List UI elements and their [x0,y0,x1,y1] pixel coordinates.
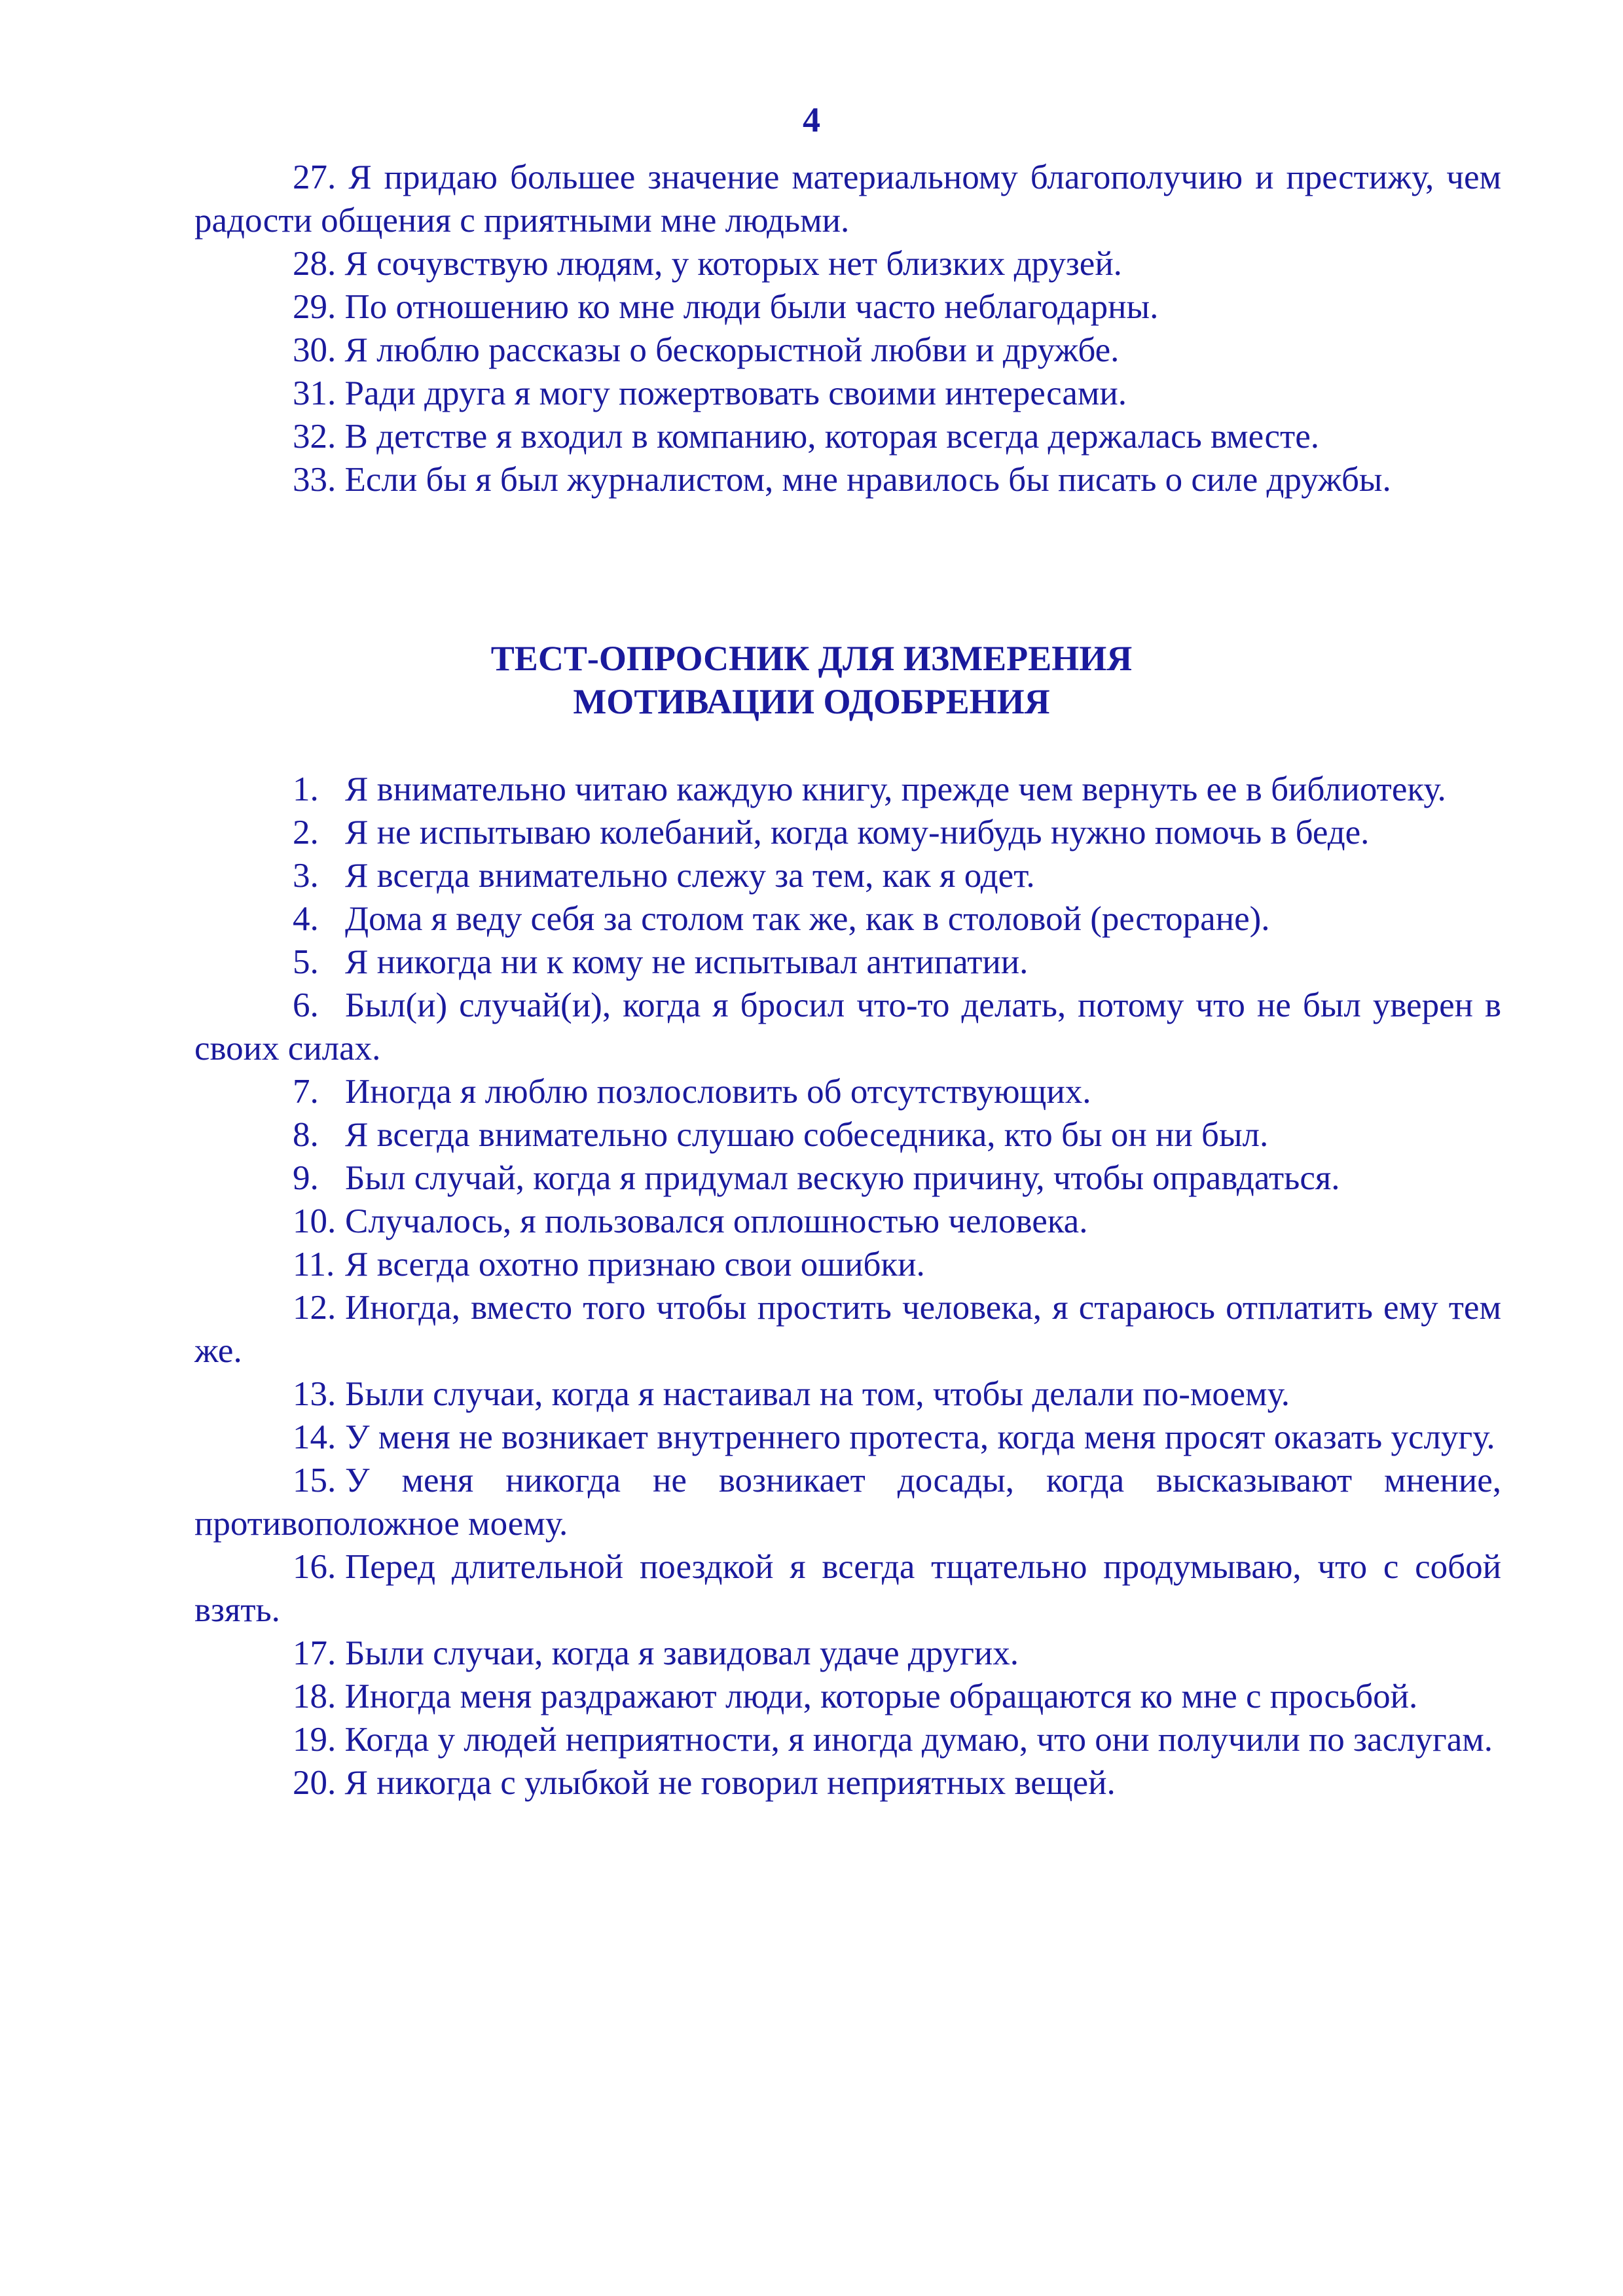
item-number: 11. [293,1246,335,1283]
list-item [194,156,1501,242]
list-item [194,1761,1501,1804]
item-text: Ради друга я могу пожертвовать своими интересами. [344,374,1127,412]
item-number: 29. [293,288,337,326]
item-number: 12. [293,1289,337,1327]
item-text: Я никогда ни к кому не испытывал антипатии. [345,943,1029,981]
page-number: 4 [803,100,820,139]
item-number: 18. [293,1677,337,1715]
list-item [194,242,1501,285]
item-text: Я всегда охотно признаю свои ошибки. [345,1246,925,1283]
item-number: 15. [293,1462,337,1499]
item-text: Были случаи, когда я настаивал на том, чтобы делали по-моему. [345,1375,1290,1413]
item-text: Когда у людей неприятности, я иногда думаю, что они получили по заслугам. [344,1721,1493,1759]
item-text: Я люблю рассказы о бескорыстной любви и дружбе. [344,331,1120,369]
item-text: Иногда я люблю позлословить об отсутствующих. [345,1073,1091,1111]
list-item [194,458,1501,501]
item-text: У меня никогда не возникает досады, когда высказывают мнение, противоположное моему. [194,1462,1501,1543]
item-text: Был(и) случай(и), когда я бросил что-то делать, потому что не был уверен в своих силах. [194,986,1501,1067]
item-number: 3. [293,857,319,895]
list-item [194,1632,1501,1675]
list-item [194,415,1501,458]
list-item [194,1675,1501,1718]
list-item [194,372,1501,415]
item-text: Я всегда внимательно слушаю собеседника, кто бы он ни был. [345,1116,1269,1154]
approval-motivation-items [194,768,1501,1804]
item-text: У меня не возникает внутреннего протеста, когда меня просят оказать услугу. [345,1418,1495,1456]
item-number: 19. [293,1721,337,1759]
list-item [194,285,1501,329]
item-number: 5. [293,943,319,981]
item-number: 13. [293,1375,337,1413]
list-item [194,1416,1501,1459]
item-number: 30. [293,331,337,369]
list-item [194,1070,1501,1113]
list-item [194,1718,1501,1761]
item-text: Иногда меня раздражают люди, которые обращаются ко мне с просьбой. [344,1677,1418,1715]
list-item [194,811,1501,854]
item-number: 1. [293,770,319,808]
item-number: 31. [293,374,337,412]
item-number: 27. [293,158,337,196]
list-item [194,854,1501,897]
list-item [194,941,1501,984]
item-number: 10. [293,1202,337,1240]
item-text: Иногда, вместо того чтобы простить человека, я стараюсь отплатить ему тем же. [194,1289,1501,1370]
item-text: Случалось, я пользовался оплошностью человека. [345,1202,1088,1240]
list-item [194,984,1501,1070]
item-number: 6. [293,986,319,1024]
item-number: 9. [293,1159,319,1197]
list-item [194,1545,1501,1632]
item-number: 8. [293,1116,319,1154]
item-number: 28. [293,245,337,283]
item-text: Я не испытываю колебаний, когда кому-нибудь нужно помочь в беде. [345,814,1370,852]
section-title [0,637,1623,723]
list-item [194,1200,1501,1243]
item-text: Если бы я был журналистом, мне нравилось бы писать о силе дружбы. [344,461,1391,499]
item-text: Был случай, когда я придумал вескую причину, чтобы оправдаться. [345,1159,1340,1197]
item-number: 16. [293,1548,337,1586]
item-number: 7. [293,1073,319,1111]
item-text: Я всегда внимательно слежу за тем, как я одет. [345,857,1035,895]
item-text: Я придаю большее значение материальному благополучию и престижу, чем радости общения с приятными мне людьми. [194,158,1502,240]
item-text: В детстве я входил в компанию, которая всегда держалась вместе. [344,418,1319,456]
item-number: 32. [293,418,337,456]
section-title-line-1: ТЕСТ-ОПРОСНИК ДЛЯ ИЗМЕРЕНИЯ [490,639,1133,678]
item-text: Перед длительной поездкой я всегда тщательно продумываю, что с собой взять. [194,1548,1501,1629]
item-text: Я никогда с улыбкой не говорил неприятных вещей. [344,1764,1116,1802]
item-number: 4. [293,900,319,938]
list-item [194,1459,1501,1545]
list-item [194,897,1501,941]
list-item [194,1113,1501,1157]
item-text: Я внимательно читаю каждую книгу, прежде чем вернуть ее в библиотеку. [345,770,1446,808]
list-item [194,1372,1501,1416]
item-text: Были случаи, когда я завидовал удаче других. [345,1634,1019,1672]
list-item [194,768,1501,811]
section-title-line-2: МОТИВАЦИИ ОДОБРЕНИЯ [573,682,1050,721]
list-item [194,1157,1501,1200]
item-number: 17. [293,1634,337,1672]
questionnaire-items-continued [194,156,1501,501]
item-text: По отношению ко мне люди были часто неблагодарны. [344,288,1159,326]
item-number: 14. [293,1418,337,1456]
item-number: 33. [293,461,337,499]
list-item [194,1286,1501,1372]
list-item [194,329,1501,372]
item-number: 2. [293,814,319,852]
list-item [194,1243,1501,1286]
item-number: 20. [293,1764,337,1802]
item-text: Дома я веду себя за столом так же, как в столовой (ресторане). [345,900,1270,938]
item-text: Я сочувствую людям, у которых нет близких друзей. [344,245,1122,283]
